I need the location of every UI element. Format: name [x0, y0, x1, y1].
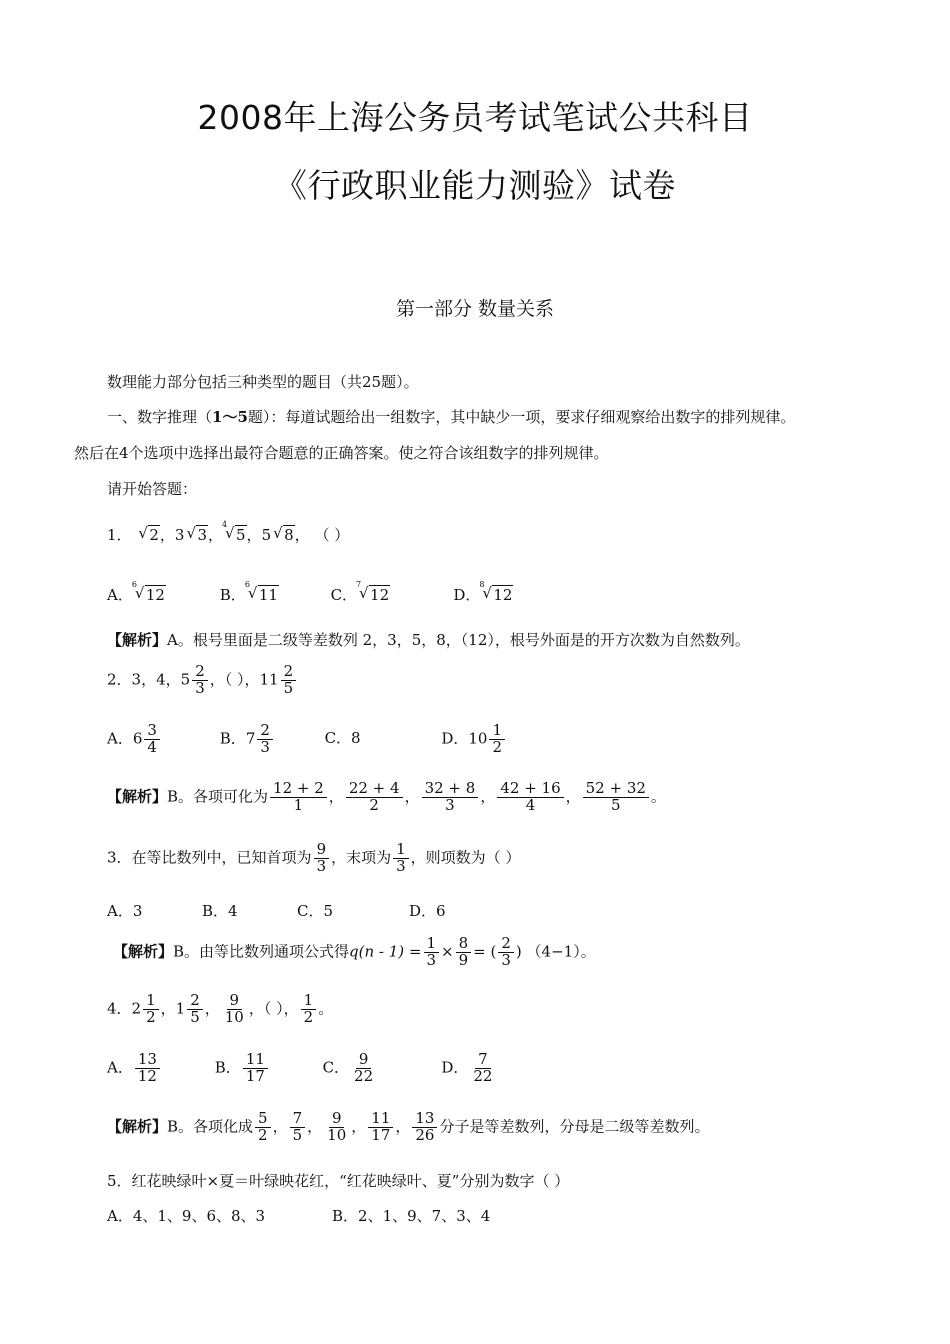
option-b: B．2、1、9、7、3、4: [332, 1207, 491, 1225]
section-heading: 第一部分 数量关系: [395, 298, 555, 320]
option-b: B． $\frac{11}{17}$: [215, 1052, 318, 1085]
sqrt-expression: √ 3: [186, 524, 207, 544]
question-1-options: [107, 580, 513, 605]
question-5: 5．红花映绿叶×夏＝叶绿映花红，“红花映绿叶、夏”分别为数字（ ）: [107, 1172, 570, 1190]
title-line-1: 2008年上海公务员考试笔试公共科目: [197, 98, 753, 137]
option-c: C． 7 √ 12: [330, 580, 390, 604]
intro-paragraph-4: 请开始答题：: [107, 480, 198, 498]
intro-p2-range: 1～5: [212, 408, 248, 426]
coefficient: 5: [261, 526, 272, 544]
intro-paragraph-2: [107, 406, 795, 427]
option-c: C．5: [297, 902, 334, 920]
question-2: 2．3，4，5 $\frac{2}{3}$ ，（ ），11 $\frac{2}{5}$: [107, 664, 298, 697]
option-c: C． $\frac{9}{22}$: [322, 1050, 374, 1085]
sqrt-expression: √ 2: [138, 524, 159, 544]
intro-paragraph-3: 然后在4个选项中选择出最符合题意的正确答案。使之符合该组数字的排列规律。: [74, 444, 609, 462]
option-d: D． $\frac{7}{22}$: [441, 1050, 493, 1085]
fraction: $\frac{2}{5}$: [281, 664, 297, 697]
question-4-options: [107, 1052, 497, 1085]
question-4-analysis: 【解析】B。各项化成 $\frac{5}{2}$ ， $\frac{7}{5}$ ， $\frac{9}{10}$ ， $\frac{11}{17}$ ， $\frac{13}{26}$ 分子是等差数列，分母是二级等差数列。: [107, 1109, 710, 1144]
coefficient: 3: [174, 526, 185, 544]
option-c: C．8: [324, 729, 361, 748]
sqrt-expression: √ 8: [273, 524, 294, 544]
question-2-options: [107, 723, 507, 756]
root-expression: 4 √ 5: [222, 520, 246, 544]
question-1: 1． √ 2，3 √ 3， 4 √ 5，5 √ 8， （ ）: [107, 520, 350, 544]
question-3: 3．在等比数列中，已知首项为 $\frac{9}{3}$ ，末项为 $\frac{1}{3}$ ，则项数为（ ）: [107, 840, 521, 875]
option-a: A． 6 √ 12: [107, 580, 165, 604]
option-d: D． 8 √ 12: [453, 580, 513, 604]
option-a: A．6 $\frac{3}{4}$: [107, 723, 215, 756]
option-d: D．6: [409, 902, 446, 920]
option-d: D．10 $\frac{1}{2}$: [441, 723, 507, 756]
option-b: B． 6 √ 11: [219, 580, 278, 604]
question-number: 1．: [107, 526, 132, 544]
intro-p2-start: 一、数字推理（: [107, 408, 213, 426]
option-b: B．4: [202, 902, 238, 920]
intro-paragraph-1: 数理能力部分包括三种类型的题目（共25题）。: [107, 373, 419, 391]
question-5-options: [107, 1205, 490, 1226]
fraction: $\frac{2}{3}$: [192, 664, 208, 697]
intro-p2-end: 题）：每道试题给出一组数字，其中缺少一项，要求仔细观察给出数字的排列规律。: [247, 408, 796, 426]
question-3-options: [107, 900, 446, 921]
title-line-2: 《行政职业能力测验》试卷: [274, 166, 676, 205]
analysis-tag: 【解析】: [107, 631, 168, 649]
question-4: 4．2 $\frac{1}{2}$ ，1 $\frac{2}{5}$ ， $\frac{9}{10}$ ，（ ）， $\frac{1}{2}$ 。: [107, 991, 334, 1026]
option-b: B．7 $\frac{2}{3}$: [220, 723, 320, 756]
option-a: A．4、1、9、6、8、3: [107, 1207, 266, 1225]
option-a: A． $\frac{13}{12}$: [107, 1052, 210, 1085]
answer-blank: （ ）: [314, 526, 350, 544]
option-a: A．3: [107, 902, 143, 920]
analysis-text: A。根号里面是二级等差数列 2，3，5，8，（12），根号外面是的开方次数为自然数列。: [167, 631, 750, 649]
question-3-analysis: 【解析】B。由等比数列通项公式得q(n - 1) = $\frac{1}{3}$ × $\frac{8}{9}$ = ( $\frac{2}{3}$ ) （4−1）。: [113, 934, 596, 969]
question-1-analysis: [107, 629, 750, 650]
question-2-analysis: 【解析】B。各项可化为 $\frac{12 + 2}{1}$ ， $\frac{22 + 4}{2}$ ， $\frac{32 + 8}{3}$ ， $\frac{42 + 16}{4}$ ， $\frac{52 + 32}{5}$ 。: [107, 779, 666, 814]
